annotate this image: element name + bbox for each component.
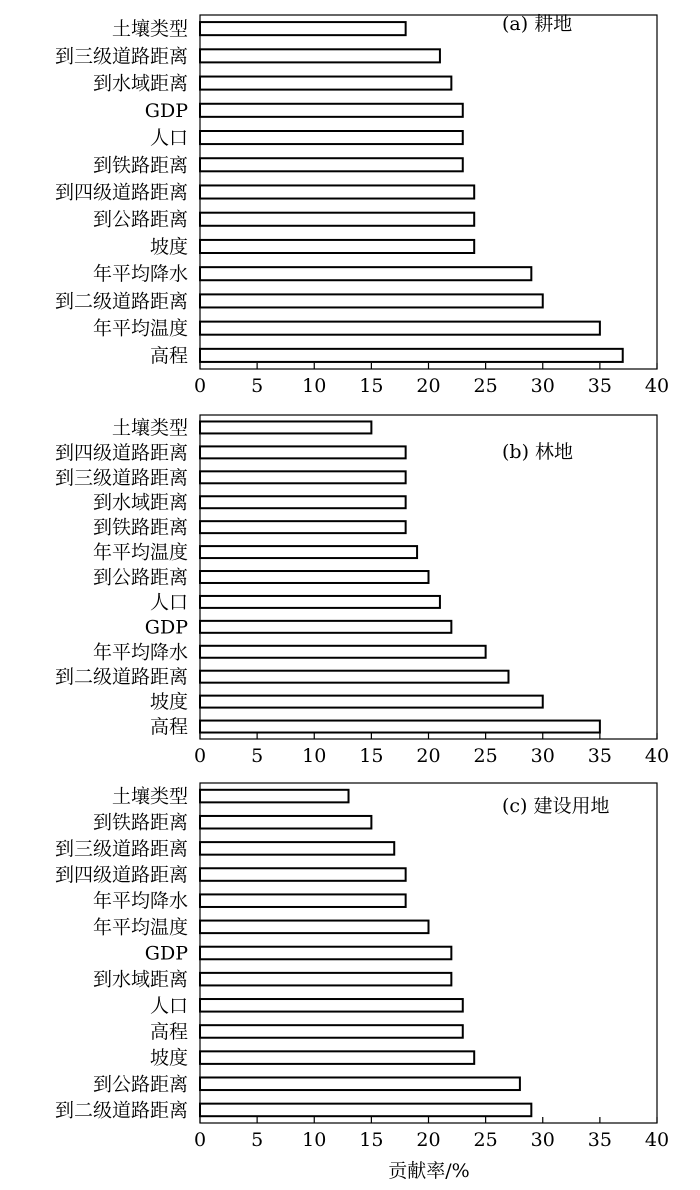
bar <box>200 696 543 708</box>
x-tick-label: 5 <box>251 375 264 397</box>
x-tick-label: 10 <box>302 375 327 397</box>
x-tick-label: 40 <box>644 745 670 767</box>
bar <box>200 471 406 483</box>
x-tick-label: 35 <box>587 375 612 397</box>
category-label: 到四级道路距离 <box>54 864 188 887</box>
bar <box>200 999 463 1012</box>
bar <box>200 267 531 280</box>
panel-label: (c) 建设用地 <box>502 795 610 817</box>
category-label: 到水域距离 <box>92 72 188 95</box>
category-label: 到二级道路距离 <box>54 666 188 689</box>
x-tick-label: 15 <box>359 1129 384 1151</box>
bar <box>200 446 406 458</box>
bar <box>200 521 406 533</box>
x-axis-label: 贡献率/% <box>388 1160 470 1182</box>
bar <box>200 240 474 253</box>
bar <box>200 104 463 117</box>
category-label: 人口 <box>149 127 188 150</box>
x-tick-label: 20 <box>416 745 441 767</box>
category-label: 年平均温度 <box>92 541 188 564</box>
bar <box>200 721 600 733</box>
x-tick-label: 5 <box>251 745 264 767</box>
x-tick-label: 35 <box>587 1129 612 1151</box>
category-label: 到三级道路距离 <box>54 466 188 489</box>
category-label: 年平均降水 <box>92 890 188 913</box>
category-label: 到铁路距离 <box>92 154 188 177</box>
category-label: 到二级道路距离 <box>54 1099 188 1122</box>
x-tick-label: 0 <box>193 375 207 397</box>
category-label: 高程 <box>149 716 188 739</box>
x-tick-label: 20 <box>416 375 441 397</box>
category-label: 坡度 <box>149 235 188 258</box>
bar <box>200 646 486 658</box>
x-tick-label: 0 <box>193 1129 207 1151</box>
bar <box>200 973 451 986</box>
x-tick-label: 35 <box>587 745 612 767</box>
panel-label: (a) 耕地 <box>502 13 573 35</box>
category-label: 到四级道路距离 <box>54 181 188 204</box>
chart-panel-3 <box>55 783 669 1151</box>
category-label: 人口 <box>149 591 188 614</box>
bar <box>200 1025 463 1038</box>
category-label: 到公路距离 <box>92 208 188 231</box>
bar <box>200 185 474 198</box>
chart-panel-2 <box>55 415 669 767</box>
category-label: 到铁路距离 <box>92 516 188 539</box>
bar <box>200 546 417 558</box>
bar <box>200 158 463 171</box>
bar <box>200 131 463 144</box>
category-label: 到水域距离 <box>92 491 188 514</box>
category-label: 土壤类型 <box>111 18 188 41</box>
category-label: 到四级道路距离 <box>54 441 188 464</box>
bar <box>200 671 508 683</box>
x-tick-label: 40 <box>644 375 670 397</box>
category-label: 到铁路距离 <box>92 811 188 834</box>
panel-label: (b) 林地 <box>502 441 574 463</box>
category-label: GDP <box>144 616 188 639</box>
bar <box>200 294 543 307</box>
chart-panel-1 <box>55 13 669 397</box>
x-tick-label: 25 <box>473 745 498 767</box>
bar <box>200 894 406 907</box>
category-label: 土壤类型 <box>111 416 188 439</box>
x-tick-label: 15 <box>359 375 384 397</box>
bar <box>200 349 623 362</box>
bar <box>200 842 394 855</box>
category-label: GDP <box>144 942 188 965</box>
x-tick-label: 20 <box>416 1129 441 1151</box>
category-label: 到三级道路距离 <box>54 837 188 860</box>
bar <box>200 790 349 803</box>
bar <box>200 49 440 62</box>
bar <box>200 816 371 829</box>
category-label: 年平均温度 <box>92 317 188 340</box>
category-label: 到水域距离 <box>92 968 188 991</box>
bar <box>200 1051 474 1064</box>
category-label: 到二级道路距离 <box>54 290 188 313</box>
category-label: 到公路距离 <box>92 1073 188 1096</box>
bar <box>200 1077 520 1090</box>
category-label: 年平均温度 <box>92 916 188 939</box>
bar <box>200 496 406 508</box>
category-label: 高程 <box>149 344 188 367</box>
x-tick-label: 0 <box>193 745 207 767</box>
category-label: 坡度 <box>149 691 188 714</box>
x-tick-label: 40 <box>644 1129 670 1151</box>
x-tick-label: 15 <box>359 745 384 767</box>
category-label: 年平均降水 <box>92 641 188 664</box>
x-tick-label: 5 <box>251 1129 264 1151</box>
x-tick-label: 10 <box>302 1129 327 1151</box>
x-tick-label: 10 <box>302 745 327 767</box>
bar <box>200 868 406 881</box>
bar <box>200 421 371 433</box>
bar <box>200 921 429 934</box>
category-label: 土壤类型 <box>111 785 188 808</box>
chart-panels <box>55 13 669 1151</box>
category-label: 到三级道路距离 <box>54 45 188 68</box>
bar <box>200 596 440 608</box>
category-label: 高程 <box>149 1020 188 1043</box>
bar <box>200 322 600 335</box>
bar <box>200 77 451 90</box>
x-tick-label: 30 <box>530 375 555 397</box>
bar <box>200 947 451 960</box>
x-tick-label: 30 <box>530 745 555 767</box>
x-tick-label: 25 <box>473 1129 498 1151</box>
category-label: 到公路距离 <box>92 566 188 589</box>
bar <box>200 1104 531 1117</box>
x-tick-label: 30 <box>530 1129 555 1151</box>
bar <box>200 571 429 583</box>
category-label: 年平均降水 <box>92 263 188 286</box>
bar <box>200 22 406 35</box>
x-tick-label: 25 <box>473 375 498 397</box>
category-label: GDP <box>144 99 188 122</box>
bar <box>200 213 474 226</box>
category-label: 坡度 <box>149 1047 188 1070</box>
bar <box>200 621 451 633</box>
category-label: 人口 <box>149 994 188 1017</box>
